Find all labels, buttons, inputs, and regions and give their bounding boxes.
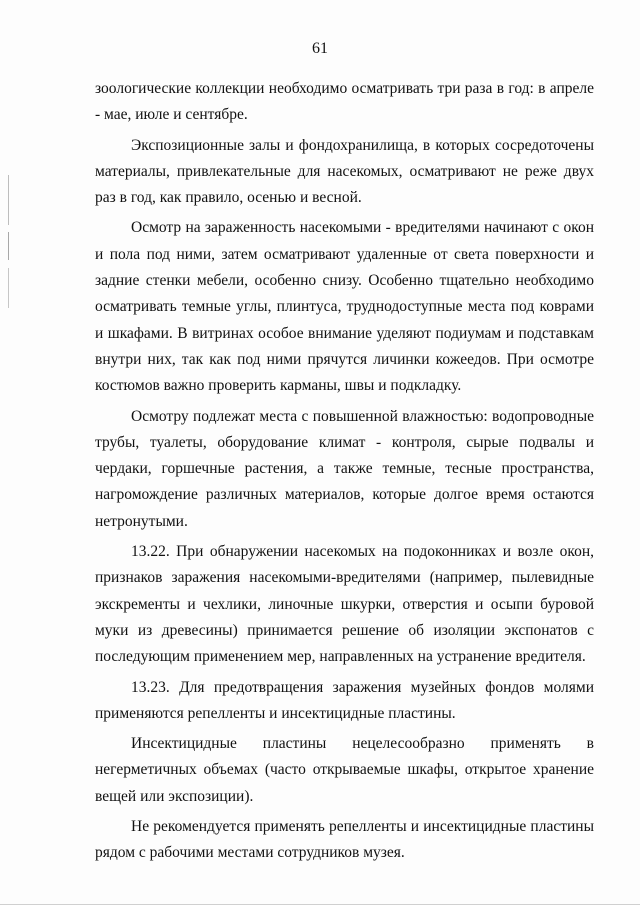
paragraph-humid-places: Осмотру подлежат места с повышенной влажностью: водопроводные трубы, туалеты, оборудование климат - контроля, сырые подвалы и чердаки, горшечные растения, а также темные, тесные пространства, нагромождение различных материалов, которые долгое время остаются нетронутыми. xyxy=(95,407,594,530)
paragraph-continuation: зоологические коллекции необходимо осматривать три раза в год: в апреле - мае, июле и сентябре. xyxy=(95,80,594,124)
paragraph-exhibition-halls: Экспозиционные залы и фондохранилища, в которых сосредоточены материалы, привлекательные для насекомых, осматривают не реже двух раз в год, как правило, осенью и весной. xyxy=(95,136,594,207)
paragraph-insecticide-plates: Инсектицидные пластины нецелесообразно применять в негерметичных объемах (часто открываемые шкафы, открытое хранение вещей или экспозиции). xyxy=(95,735,594,805)
paragraph-13-22: 13.22. При обнаружении насекомых на подоконниках и возле окон, признаков заражения насекомыми-вредителями (например, пылевидные экскременты и чехлики, линочные шкурки, отверстия и осыпи буровой муки из древесины) принимается решение об изоляции экспонатов с последующим применением мер, направленных на устранение вредителя. xyxy=(95,543,594,666)
paragraph-repellent-warning: Не рекомендуется применять репелленты и инсектицидные пластины рядом с рабочими местами сотрудников музея. xyxy=(95,818,594,862)
scan-artifact-mark xyxy=(8,232,9,260)
paragraph-inspection-order: Осмотр на зараженность насекомыми - вредителями начинают с окон и пола под ними, затем осматривают удаленные от света поверхности и задние стенки мебели, особенно снизу. Особенно тщательно необходимо осматривать темные углы, плинтуса, труднодоступные места под коврами и шкафами. В витринах особое внимание уделяют подиумам и подставкам внутри них, так как под ними прячутся личинки кожеедов. При осмотре костюмов важно проверить карманы, швы и подкладку. xyxy=(95,219,594,395)
scan-artifact-mark xyxy=(8,175,9,225)
scan-artifact-mark xyxy=(8,268,9,308)
paragraph-13-23: 13.23. Для предотвращения заражения музейных фондов молями применяются репелленты и инсектицидные пластины. xyxy=(95,678,594,722)
page-number: 61 xyxy=(312,40,328,57)
document-body xyxy=(95,76,594,871)
